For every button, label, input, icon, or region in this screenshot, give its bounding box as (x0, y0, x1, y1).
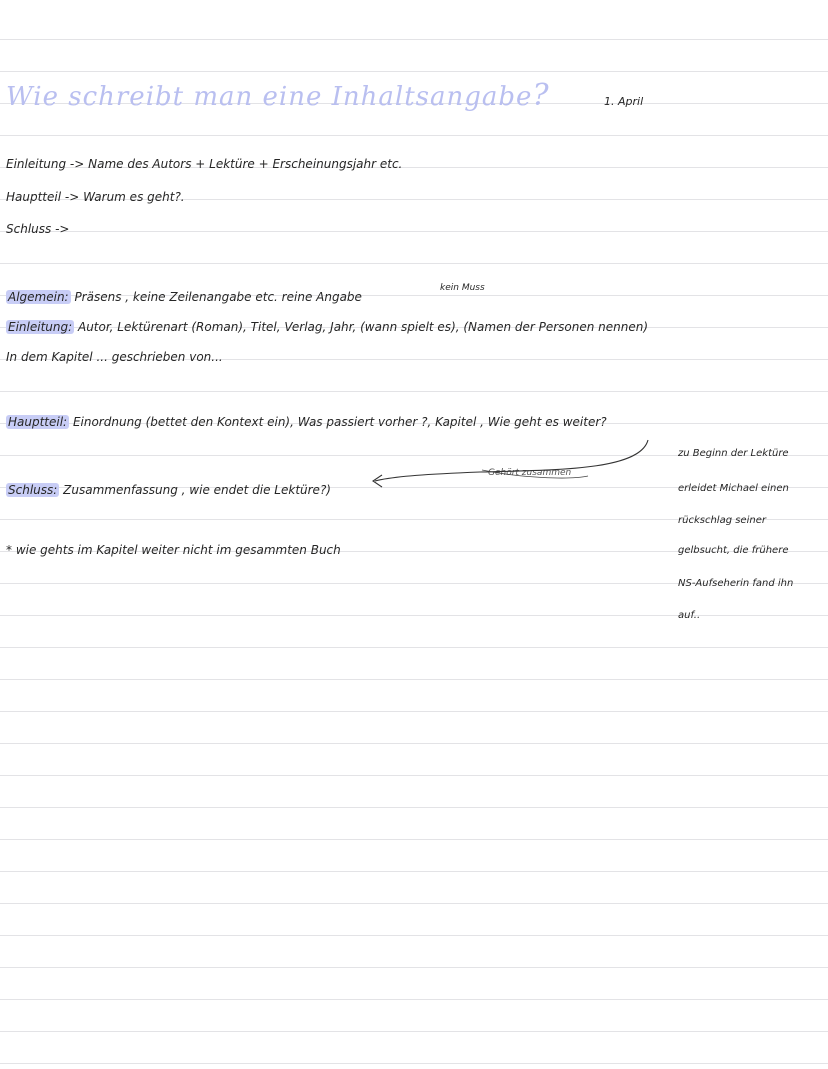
overview-einleitung: Einleitung -> Name des Autors + Lektüre + Erscheinungsjahr etc. (6, 157, 403, 171)
sidenote-line-1: zu Beginn der Lektüre (678, 448, 789, 459)
hauptteil-text: Einordnung (bettet den Kontext ein), Was passiert vorher ?, Kapitel , Wie geht es weiter? (72, 415, 607, 429)
allgemein-text: Präsens , keine Zeilenangabe etc. reine Angabe (74, 290, 362, 304)
schluss-text: Zusammenfassung , wie endet die Lektüre?) (63, 483, 331, 497)
kapitel-note: * wie gehts im Kapitel weiter nicht im gesammten Buch (6, 543, 341, 557)
overview-schluss: Schluss -> (6, 222, 70, 236)
sidenote-line-6: auf.. (678, 610, 701, 621)
sidenote-line-5: NS-Aufseherin fand ihn (678, 578, 794, 589)
kein-muss-note: kein Muss (440, 283, 485, 293)
gehoert-zusammen-note: Gehört zusammen (488, 468, 572, 478)
title-text: Wie schreibt man eine Inhaltsangabe (6, 82, 533, 112)
title-question-mark: ? (532, 78, 550, 113)
einleitung-label: Einleitung: (8, 320, 73, 334)
allgemein-label: Algemein: (8, 290, 69, 304)
in-dem-kapitel-line: In dem Kapitel ... geschrieben von... (6, 350, 223, 364)
arrowhead-icon (373, 475, 382, 487)
overview-hauptteil: Hauptteil -> Warum es geht?. (6, 190, 185, 204)
hauptteil-label: Hauptteil: (8, 415, 68, 429)
sidenote-line-3: rückschlag seiner (678, 515, 766, 526)
sidenote-line-4: gelbsucht, die frühere (678, 545, 789, 556)
sidenote-line-2: erleidet Michael einen (678, 483, 789, 494)
einleitung-text: Autor, Lektürenart (Roman), Titel, Verlag, Jahr, (wann spielt es), (Namen der Personen nennen) (77, 320, 649, 334)
date-label: 1. April (604, 95, 644, 108)
connector-arrow (0, 0, 828, 520)
schluss-label: Schluss: (8, 483, 58, 497)
